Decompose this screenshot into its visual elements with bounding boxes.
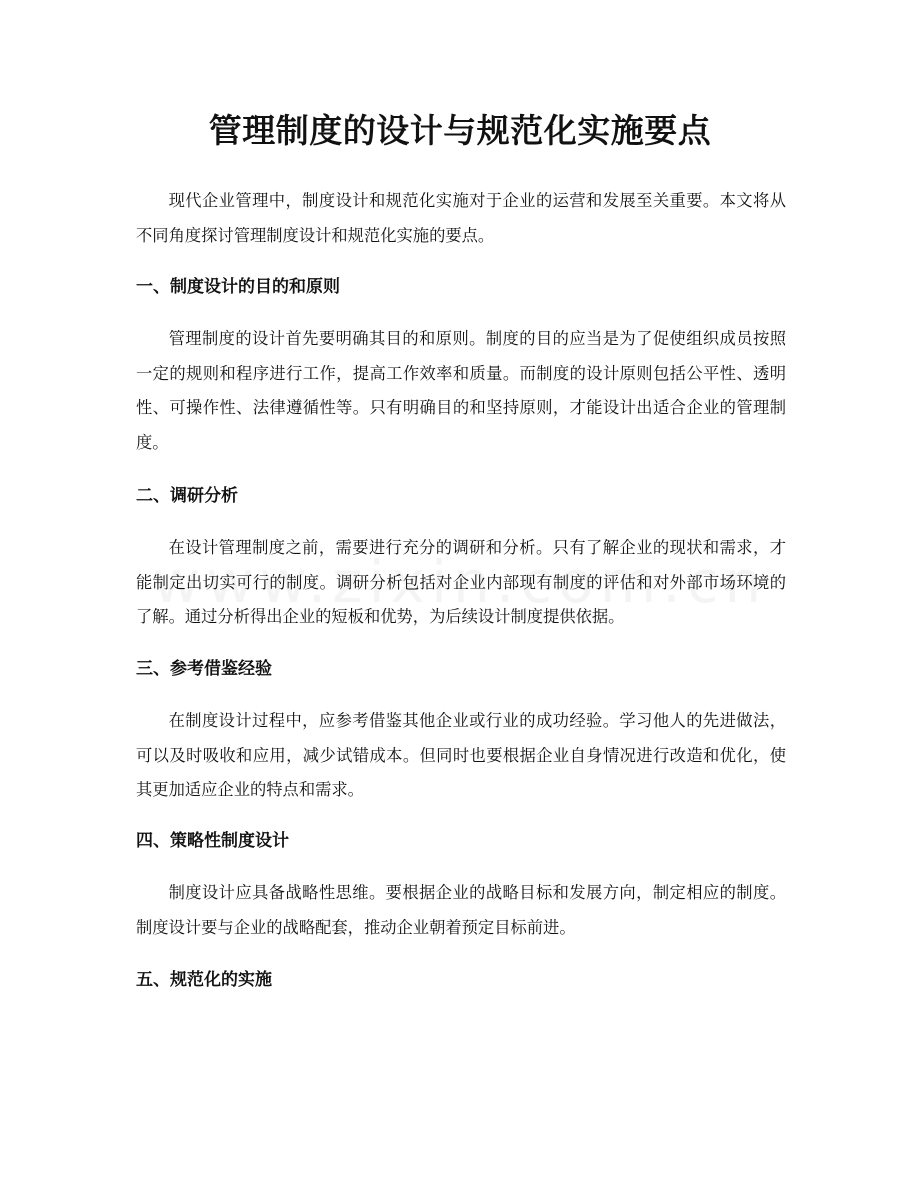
intro-paragraph: 现代企业管理中，制度设计和规范化实施对于企业的运营和发展至关重要。本文将从不同角度探讨管理制度设计和规范化实施的要点。 xyxy=(136,191,786,245)
section-1-heading: 一、制度设计的目的和原则 xyxy=(136,277,340,297)
document-title: 管理制度的设计与规范化实施要点 xyxy=(208,111,712,150)
section-4-heading: 四、策略性制度设计 xyxy=(136,831,289,851)
section-3-heading: 三、参考借鉴经验 xyxy=(136,659,272,679)
section-5-heading: 五、规范化的实施 xyxy=(136,970,272,990)
section-2-paragraph: 在设计管理制度之前，需要进行充分的调研和分析。只有了解企业的现状和需求，才能制定出切实可行的制度。调研分析包括对企业内部现有制度的评估和对外部市场环境的了解。通过分析得出企业的短板和优势，为后续设计制度提供依据。 xyxy=(136,538,786,627)
section-4-paragraph: 制度设计应具备战略性思维。要根据企业的战略目标和发展方向，制定相应的制度。制度设计要与企业的战略配套，推动企业朝着预定目标前进。 xyxy=(136,883,786,937)
section-3-paragraph: 在制度设计过程中，应参考借鉴其他企业或行业的成功经验。学习他人的先进做法，可以及时吸收和应用，减少试错成本。但同时也要根据企业自身情况进行改造和优化，使其更加适应企业的特点和需求。 xyxy=(136,711,786,800)
section-1-paragraph: 管理制度的设计首先要明确其目的和原则。制度的目的应当是为了促使组织成员按照一定的规则和程序进行工作，提高工作效率和质量。而制度的设计原则包括公平性、透明性、可操作性、法律遵循性等。只有明确目的和坚持原则，才能设计出适合企业的管理制度。 xyxy=(136,329,786,452)
section-2-heading: 二、调研分析 xyxy=(136,486,238,506)
